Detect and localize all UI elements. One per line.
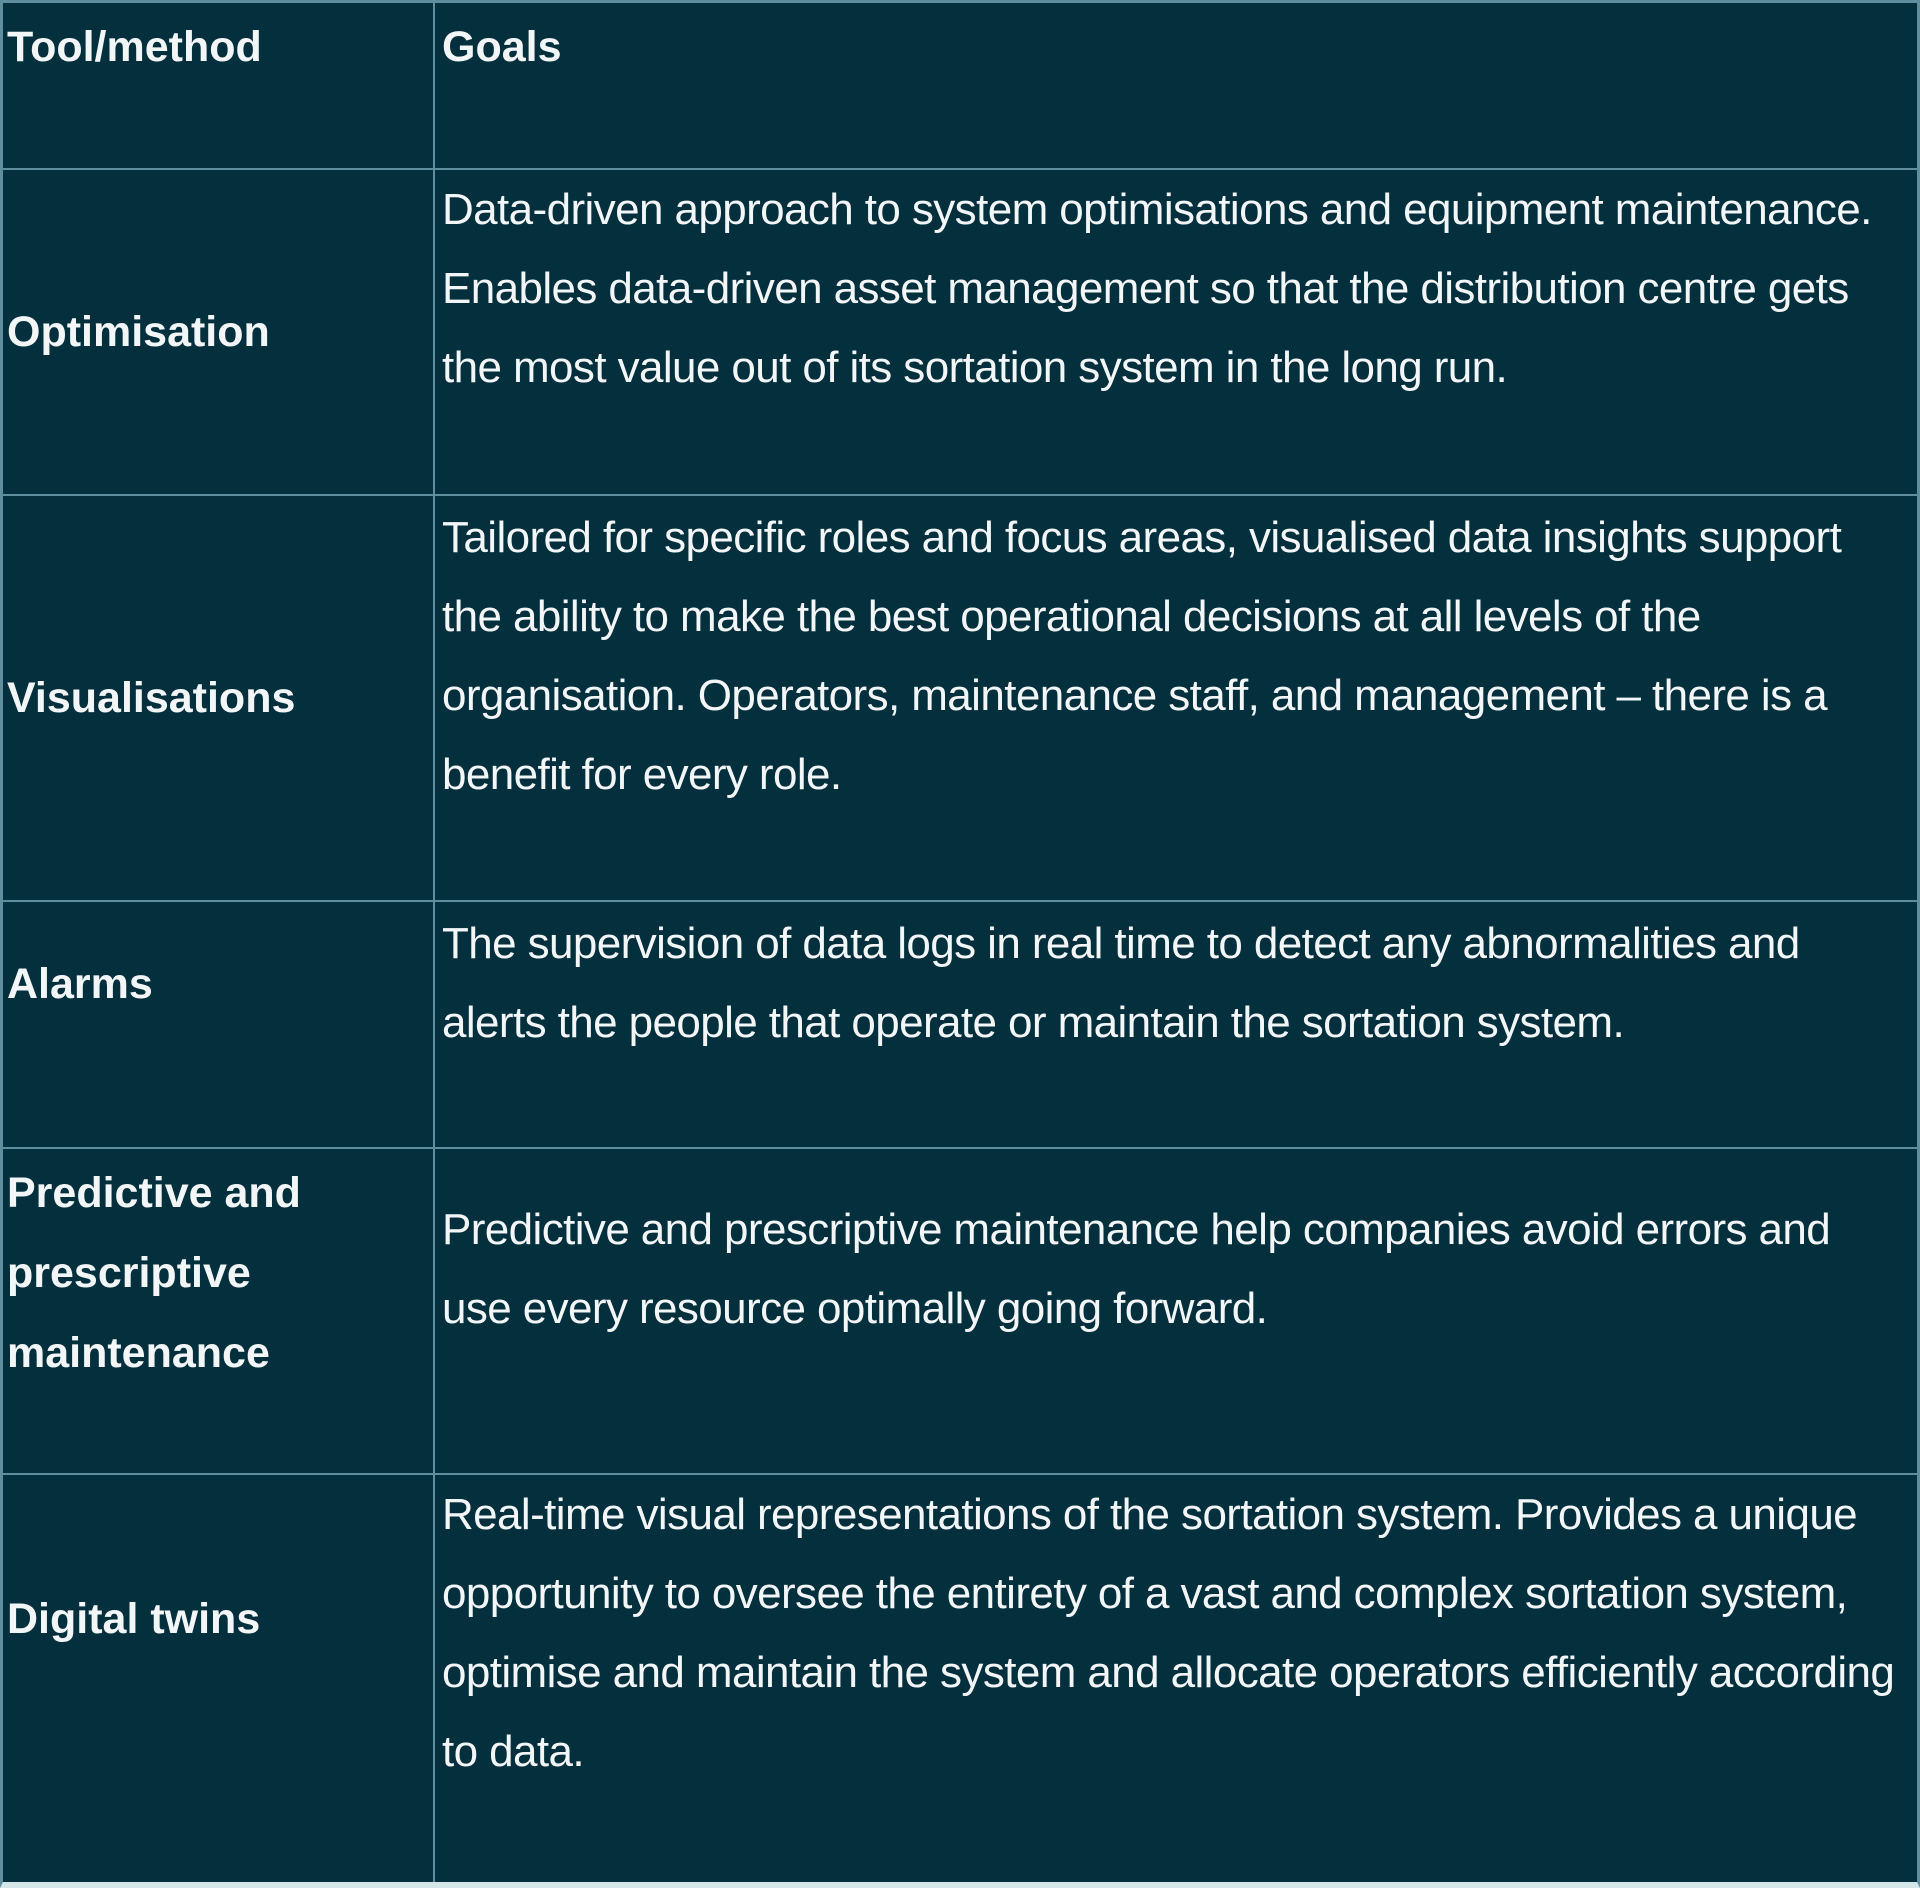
header-tool-method <box>3 3 435 170</box>
header-goals-label: Goals <box>442 23 562 71</box>
tool-cell-predictive <box>3 1149 435 1475</box>
goal-cell-predictive <box>435 1149 1917 1475</box>
tool-label: Optimisation <box>7 308 270 356</box>
goal-text: The supervision of data logs in real time to detect any abnormalities and alerts the people that operate or maintain the sortation system. <box>442 919 1800 1047</box>
tool-label: Alarms <box>7 960 153 1008</box>
tool-cell-visualisations <box>3 496 435 902</box>
goal-text: Predictive and prescriptive maintenance help companies avoid errors and use every resource optimally going forward. <box>442 1205 1831 1333</box>
tool-label: Visualisations <box>7 674 296 722</box>
header-goals <box>435 3 1917 170</box>
goal-cell-digital-twins <box>435 1475 1917 1882</box>
header-tool-label: Tool/method <box>7 23 262 71</box>
goal-text: Data-driven approach to system optimisations and equipment maintenance. Enables data-driven asset management so that the distribution centre gets the most value out of its sortation system in the long run. <box>442 185 1872 392</box>
goal-text: Real-time visual representations of the sortation system. Provides a unique opportunity to oversee the entirety of a vast and complex sortation system, optimise and maintain the system and allocate operators efficiently according to data. <box>442 1490 1895 1776</box>
goal-cell-visualisations <box>435 496 1917 902</box>
tool-label: Predictive and prescriptive maintenance <box>7 1169 301 1377</box>
tool-cell-alarms <box>3 902 435 1149</box>
goal-text: Tailored for specific roles and focus areas, visualised data insights support the ability to make the best operational decisions at all levels of the organisation. Operators, maintenance staff, and management – there is a benefit for every role. <box>442 513 1842 799</box>
tool-cell-optimisation <box>3 170 435 496</box>
tool-label: Digital twins <box>7 1595 261 1643</box>
goal-cell-alarms <box>435 902 1917 1149</box>
tool-cell-digital-twins <box>3 1475 435 1882</box>
goal-cell-optimisation <box>435 170 1917 496</box>
